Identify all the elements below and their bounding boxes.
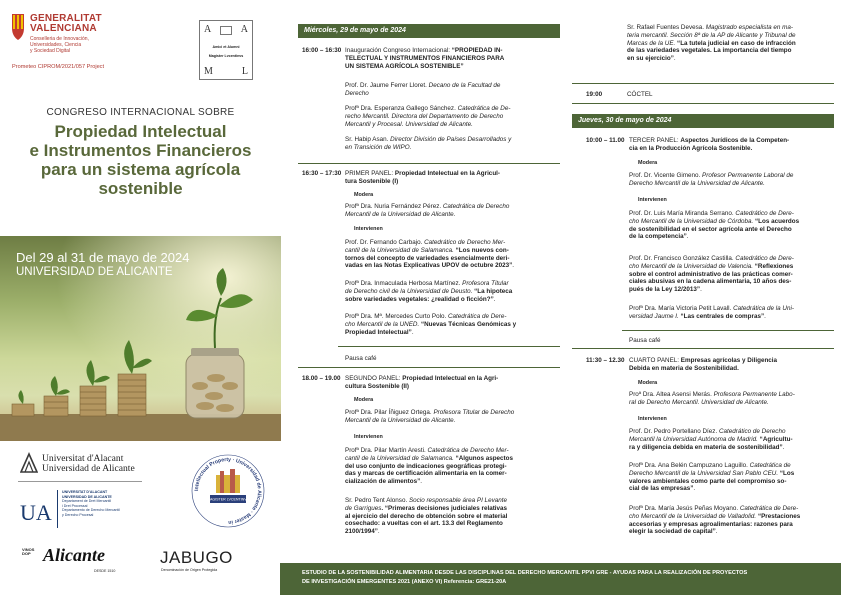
speaker-role: de Garrigues [345, 504, 382, 512]
speaker-name: Profª Dra. María Victoria Petit Lavall. [629, 305, 734, 312]
speaker-entry [345, 409, 560, 425]
alicante-wine-logo: Alicante [43, 545, 105, 565]
speaker-role: Decano de la Facultad de [428, 82, 501, 89]
speaker-name: Profª Dra. Mª. Mercedes Curto Polo. [345, 313, 448, 320]
speaker-role: de Derecho civil de la Universidad de Deusto. [345, 287, 475, 295]
alumni-text: Magister Lvcentinvs [208, 54, 244, 58]
talk-title: del uso conjunto de indicaciones geográficas protegi- [345, 462, 507, 470]
session-time: 19:00 [586, 91, 603, 98]
punctuation: . [411, 328, 414, 336]
speaker-role: Mercantil de la Universidad de Alicante. [345, 210, 456, 218]
talk-title: tornos del concepto de variedades esencialmente deri- [345, 254, 510, 262]
speaker-role: cho Mercantil de la Universidad de Valladolid. [629, 512, 758, 520]
alicante-since: DESDE 1510 [94, 569, 116, 573]
speaker-entry [345, 497, 560, 536]
speaker-role: Catedrático de Dere- [735, 210, 794, 217]
punctuation: . [693, 485, 696, 493]
panel-topic: Aspectos Jurídicos de la Competen- [680, 137, 790, 144]
vinos-label-line: DOP [22, 551, 31, 556]
speaker-name: Sr. Rafael Fuentes Devesa. [627, 24, 706, 31]
speaker-role: Catedrática de De- [457, 105, 511, 112]
moderator-label: Modera [354, 397, 374, 403]
speaker-role: Catedrático de Dere- [735, 255, 794, 262]
panel-topic: cia en la Producción Agrícola Sostenible. [629, 144, 753, 152]
ua-department-line: y Derecho Procesal [62, 512, 94, 517]
speaker-name: Prof. Dr. Luis María Miranda Serrano. [629, 210, 736, 217]
session-time: 16:00 – 16:30 [302, 47, 342, 54]
talk-title: 2100/1994” [345, 528, 378, 536]
talk-title: de sostenibilidad en el sector agrícola ante el Derecho [629, 225, 792, 233]
speaker-name: Prof. Dr. Jaume Ferrer Lloret. [345, 82, 429, 89]
speaker-role: Derecho Mercantil de la Universidad San Pablo CEU. [629, 469, 780, 477]
panel-topic: tura Sostenible (I) [345, 177, 399, 185]
conselleria-line: Conselleria de Innovación, [30, 36, 89, 42]
speaker-entry [345, 280, 560, 303]
talk-title: . “Primeras decisiones judiciales relativas [381, 504, 508, 512]
talk-title: ciales abusivas en la cadena alimentaria, 10 años des- [629, 278, 792, 286]
talk-title: “Los acuerdos [755, 217, 800, 225]
panel-topic: cultura Sostenible (II) [345, 382, 410, 390]
session-time: 16:30 – 17:30 [302, 170, 342, 177]
panel-title [629, 137, 834, 153]
speakers-label: Intervienen [354, 226, 383, 232]
speaker-role: Profesora Titular [462, 280, 509, 287]
talk-title: Propiedad Intelectual” [345, 328, 412, 336]
moderator-label: Modera [638, 380, 658, 386]
speaker-entry [345, 447, 560, 486]
speaker-role: teria mercantil. Sección 8ª de la AP de Alicante y Tribunal de [627, 31, 796, 39]
speaker-role: cantil de la Universidad de Salamanca. [345, 454, 456, 462]
event-venue: UNIVERSIDAD DE ALICANTE [16, 266, 173, 278]
speaker-name: Profª Dra. Nuria Fernández Pérez. [345, 203, 443, 210]
congress-heading: CONGRESO INTERNACIONAL SOBRE [46, 107, 235, 118]
alumni-text: Amici et Alumni [212, 45, 240, 49]
speaker-entry [629, 428, 834, 451]
speaker-entry [345, 136, 560, 152]
session-time: 10:00 – 11.00 [586, 137, 625, 144]
panel-topic: Propiedad Intelectual en la Agricul- [394, 170, 501, 177]
speaker-role: Catedrático de Derecho Mer- [424, 239, 506, 246]
speaker-name: Prof. Dr. Pedro Portellano Díez. [629, 428, 719, 435]
speaker-role: Derecho [345, 89, 369, 97]
section-divider [572, 103, 834, 104]
speaker-entry [629, 462, 834, 493]
speaker-entry [627, 24, 832, 63]
project-code: Prometeo CIPROM/2021/057 Project [12, 64, 105, 70]
talk-title: cosechado: a vueltas con el art. 13.3 del Reglamento [345, 520, 503, 528]
talk-title: “La hipoteca [474, 287, 513, 295]
seal-ring-text: Intellectual Property · Universidad de Alicante · Master in [193, 456, 263, 526]
speaker-role: cantil de la Universidad de Salamanca. [345, 246, 456, 254]
session-opening [345, 47, 560, 70]
punctuation: . [782, 443, 785, 451]
funding-footer [280, 563, 841, 595]
speaker-role: Mercantil y Procesal. Universidad de Alicante. [345, 120, 473, 128]
speaker-entry [345, 82, 560, 98]
talk-title: vadas en las Notas Explicativas UPOV de octubre 2023” [345, 262, 513, 270]
ua-name-line: Universitat d'Alacant [42, 453, 124, 464]
talk-title: “La tutela judicial en caso de infracción [677, 39, 796, 47]
speaker-name: Proª Dra. Altea Asensi Merás. [629, 391, 714, 398]
speaker-role: versidad Jaume I. [629, 312, 681, 320]
speaker-role: cho Mercantil de la UNED. [345, 320, 421, 328]
speaker-entry [345, 105, 560, 128]
session-title-bold: UN SISTEMA AGRÍCOLA SOSTENIBLE” [345, 62, 464, 70]
speaker-role: Marcas de la UE. [627, 39, 678, 47]
punctuation: . [686, 233, 689, 241]
generalitat-logo-icon [10, 12, 26, 56]
speaker-name: Profª Dra. María Jesús Peñas Moyano. [629, 505, 740, 512]
panel-title [629, 357, 834, 373]
speaker-name: Sr. Pedro Tent Alonso. [345, 497, 409, 504]
talk-title: en su ejercicio” [627, 55, 674, 63]
speaker-role: Catedrática de [749, 462, 791, 469]
coffee-break: Pausa café [345, 355, 377, 362]
ua-department-line: UNIVERSITAT D'ALACANT [62, 490, 108, 494]
speaker-role: Catedrática de Derecho [442, 203, 510, 210]
conselleria-line: y Sociedad Digital [30, 48, 71, 54]
speaker-role: Catedrático de Derecho [718, 428, 786, 435]
section-divider [298, 163, 560, 164]
jabugo-logo: JABUGO [160, 548, 233, 567]
punctuation: . [673, 55, 676, 63]
section-divider [338, 346, 560, 347]
speaker-role: en Transición de WIPO. [345, 143, 412, 151]
punctuation: . [700, 286, 702, 294]
speaker-entry [629, 255, 834, 294]
main-title-line: sostenible [98, 179, 183, 198]
punctuation: . [493, 295, 496, 303]
panel-topic: Empresas agrícolas y Diligencia [680, 357, 778, 364]
speaker-name: Sr. Habip Asan. [345, 136, 391, 143]
speaker-role: cho Mercantil de la Universidad de Córdoba. [629, 217, 756, 225]
panel-topic: Debida en materia de Sostenibilidad. [629, 364, 739, 372]
talk-title: das y marcas de certificación alimentaria en la comer- [345, 470, 507, 478]
alumni-letter: M [204, 66, 213, 77]
panel-label: SEGUNDO PANEL: [345, 375, 403, 382]
talk-title: valores ambientales como parte del compromiso so- [629, 477, 787, 485]
ua-mark-divider [57, 490, 58, 528]
speaker-entry [629, 172, 834, 188]
speaker-name: Profª Dra. Ana Belén Campuzano Laguillo. [629, 462, 750, 469]
ua-divider [18, 481, 142, 482]
cocktail: CÓCTEL [627, 91, 653, 98]
generalitat-title-line: VALENCIANA [30, 23, 97, 34]
talk-title: “Los [779, 469, 795, 477]
talk-title: “Nuevas Técnicas Genómicas y [420, 320, 517, 328]
punctuation: . [512, 262, 515, 270]
speaker-role: Director División de Países Desarrollados y [390, 136, 512, 143]
speaker-role: Derecho Mercantil de la Universidad de Alicante. [629, 179, 765, 187]
master-seal-icon [190, 453, 266, 529]
speaker-role: cho Mercantil de la Universidad de Valencia. [629, 262, 755, 270]
moderator-label: Modera [354, 192, 374, 198]
ua-logo-icon [20, 452, 38, 474]
speaker-name: Profª Dra. Inmaculada Herbosa Martínez. [345, 280, 463, 287]
day2-column [572, 0, 834, 563]
moderator-label: Modera [638, 160, 658, 166]
speaker-role: ral de Derecho Mercantil. Universidad de Alicante. [629, 398, 769, 406]
speaker-name: Profª Dra. Pilar Martín Aresti. [345, 447, 428, 454]
speaker-entry [345, 203, 560, 219]
talk-title: “Agricultu- [759, 435, 793, 443]
speaker-name: Profª Dra. Pilar Íñiguez Ortega. [345, 409, 434, 416]
speaker-entry [629, 305, 834, 321]
panel-label: CUARTO PANEL: [629, 357, 681, 364]
ua-name-line: Universidad de Alicante [42, 463, 135, 474]
event-dates: Del 29 al 31 de mayo de 2024 [16, 250, 190, 265]
session-time: 18.00 – 19.00 [302, 375, 341, 382]
ua-department-text [62, 490, 152, 517]
speaker-role: Profesora Permanente Labo- [713, 391, 795, 398]
talk-title: cial de las empresas” [629, 485, 694, 493]
alumni-letter: A [204, 24, 212, 35]
ua-department-line: i Dret Processal [62, 503, 88, 508]
panel-topic: Propiedad Intelectual en la Agri- [402, 375, 499, 382]
talk-title: “Las centrales de compras” [680, 312, 765, 320]
punctuation: . [715, 528, 718, 536]
speaker-role: Catedrática de Derecho Mer- [427, 447, 509, 454]
speaker-role: recho Mercantil. Directora del Departamento de Derecho [345, 112, 504, 120]
day1-column [298, 0, 560, 563]
session-title-bold: TELECTUAL Y INSTRUMENTOS FINANCIEROS PARA [345, 54, 505, 62]
main-title-line: para un sistema agrícola [40, 160, 241, 179]
alumni-logo [199, 20, 253, 80]
session-title-bold: “PROPIEDAD IN- [451, 47, 503, 54]
session-title-text: Inauguración Congreso Internacional: [345, 47, 452, 54]
jabugo-subtitle: Denominación de Origen Protegida [161, 568, 218, 572]
panel-label: PRIMER PANEL: [345, 170, 395, 177]
ua-name [42, 454, 135, 474]
section-divider [298, 367, 560, 368]
speaker-role: Socio responsable área PI Levante [408, 497, 507, 504]
speaker-role: Catedrática de Dere- [448, 313, 507, 320]
session-time: 11:30 – 12.30 [586, 357, 625, 364]
speaker-name: Prof. Dr. Francisco González Castilla. [629, 255, 736, 262]
section-divider [622, 330, 834, 331]
cover-panel [0, 0, 281, 595]
talk-title: cialización de alimentos” [345, 478, 421, 486]
speaker-entry [629, 391, 834, 407]
panel-title [345, 375, 560, 391]
day1-date-bar: Miércoles, 29 de mayo de 2024 [298, 24, 560, 38]
day2-date-bar: Jueves, 30 de mayo de 2024 [572, 114, 834, 128]
speaker-role: Catedrática de Dere- [739, 505, 799, 512]
speaker-role: Profesor Permanente Laboral de [702, 172, 794, 179]
speaker-entry [629, 505, 834, 536]
talk-title: “Prestaciones [757, 512, 801, 520]
main-title-line: Propiedad Intelectual [54, 122, 227, 141]
panel-title [345, 170, 560, 186]
speakers-label: Intervienen [638, 416, 667, 422]
talk-title: “Algunos aspectos [455, 454, 513, 462]
main-title-line: e Instrumentos Financieros [29, 141, 252, 160]
speaker-entry [629, 210, 834, 241]
alumni-letter: L [241, 66, 248, 77]
ua-department-line: Departament de Dret Mercantil [62, 499, 112, 503]
speaker-name: Prof. Dr. Vicente Gimeno. [629, 172, 703, 179]
speaker-role: Magistrado especialista en ma- [705, 24, 793, 31]
vinos-label-line: VINOS [22, 547, 35, 552]
talk-title: elegir la sociedad de capital” [629, 528, 716, 536]
speaker-role: Mercantil de la Universidad de Alicante. [345, 416, 456, 424]
speaker-role: Mercantil la Universidad Autónoma de Madrid. [629, 435, 760, 443]
section-divider [572, 348, 834, 349]
talk-title: de la competencia” [629, 233, 687, 241]
talk-title: de las variedades vegetales. La importancia del tiempo [627, 47, 792, 55]
speakers-label: Intervienen [354, 434, 383, 440]
generalitat-title-line: GENERALITAT [30, 13, 102, 24]
talk-title: “Reflexiones [754, 262, 794, 270]
speaker-entry [345, 313, 560, 336]
talk-title: pués de la Ley 12/2013” [629, 286, 701, 294]
seal-inner-text: MAGISTER LVCENTINVS [206, 497, 250, 502]
alumni-emblem-icon [220, 26, 232, 35]
section-divider [572, 83, 834, 84]
speaker-role: Profesora Titular de Derecho [433, 409, 515, 416]
footer-line: ESTUDIO DE LA SOSTENIBILIDAD ALIMENTARIA DESDE LAS DISCIPLINAS DEL DERECHO MERCANTIL PPVI GRE - AYUDAS PARA LA REALIZACIÓN DE PROYECTOS [302, 570, 748, 576]
footer-line: DE INVESTIGACIÓN EMERGENTES 2021 (ANEXO VI) Referencia: GRE21-20A [302, 579, 507, 586]
punctuation: . [764, 312, 766, 320]
main-title [0, 122, 281, 198]
talk-title: al ejercicio del derecho de obtención sobre el material [345, 512, 508, 520]
conselleria-line: Universidades, Ciencia [30, 42, 82, 48]
speakers-label: Intervienen [638, 197, 667, 203]
speaker-name: Profª Dra. Esperanza Gallego Sánchez. [345, 105, 458, 112]
speaker-role: Catedrática de la Uni- [733, 305, 794, 312]
talk-title: “Los nuevos con- [455, 246, 509, 254]
speaker-entry [345, 239, 560, 270]
talk-title: accesorias y empresas agroalimentarias: razones para [629, 520, 793, 528]
ua-mark: UA [20, 500, 52, 525]
alumni-letter: A [240, 24, 248, 35]
ua-department-line: Departamento de Derecho Mercantil [62, 508, 120, 512]
panel-label: TERCER PANEL: [629, 137, 681, 144]
ua-department-line: UNIVERSIDAD DE ALICANTE [62, 494, 112, 499]
punctuation: . [420, 478, 422, 486]
punctuation: . [377, 528, 380, 536]
vinos-dop-label [22, 548, 34, 556]
talk-title: ra y diligencia debida en materia de sostenibilidad” [629, 443, 783, 451]
generalitat-title [30, 14, 102, 34]
conselleria-text [30, 36, 148, 54]
coffee-break: Pausa café [629, 337, 661, 344]
talk-title: sobre el control administrativo de las prácticas comer- [629, 270, 793, 278]
speaker-name: Prof. Dr. Fernando Carbajo. [345, 239, 425, 246]
talk-title: sobre variedades vegetales: ¿realidad o ficción?” [345, 295, 494, 303]
